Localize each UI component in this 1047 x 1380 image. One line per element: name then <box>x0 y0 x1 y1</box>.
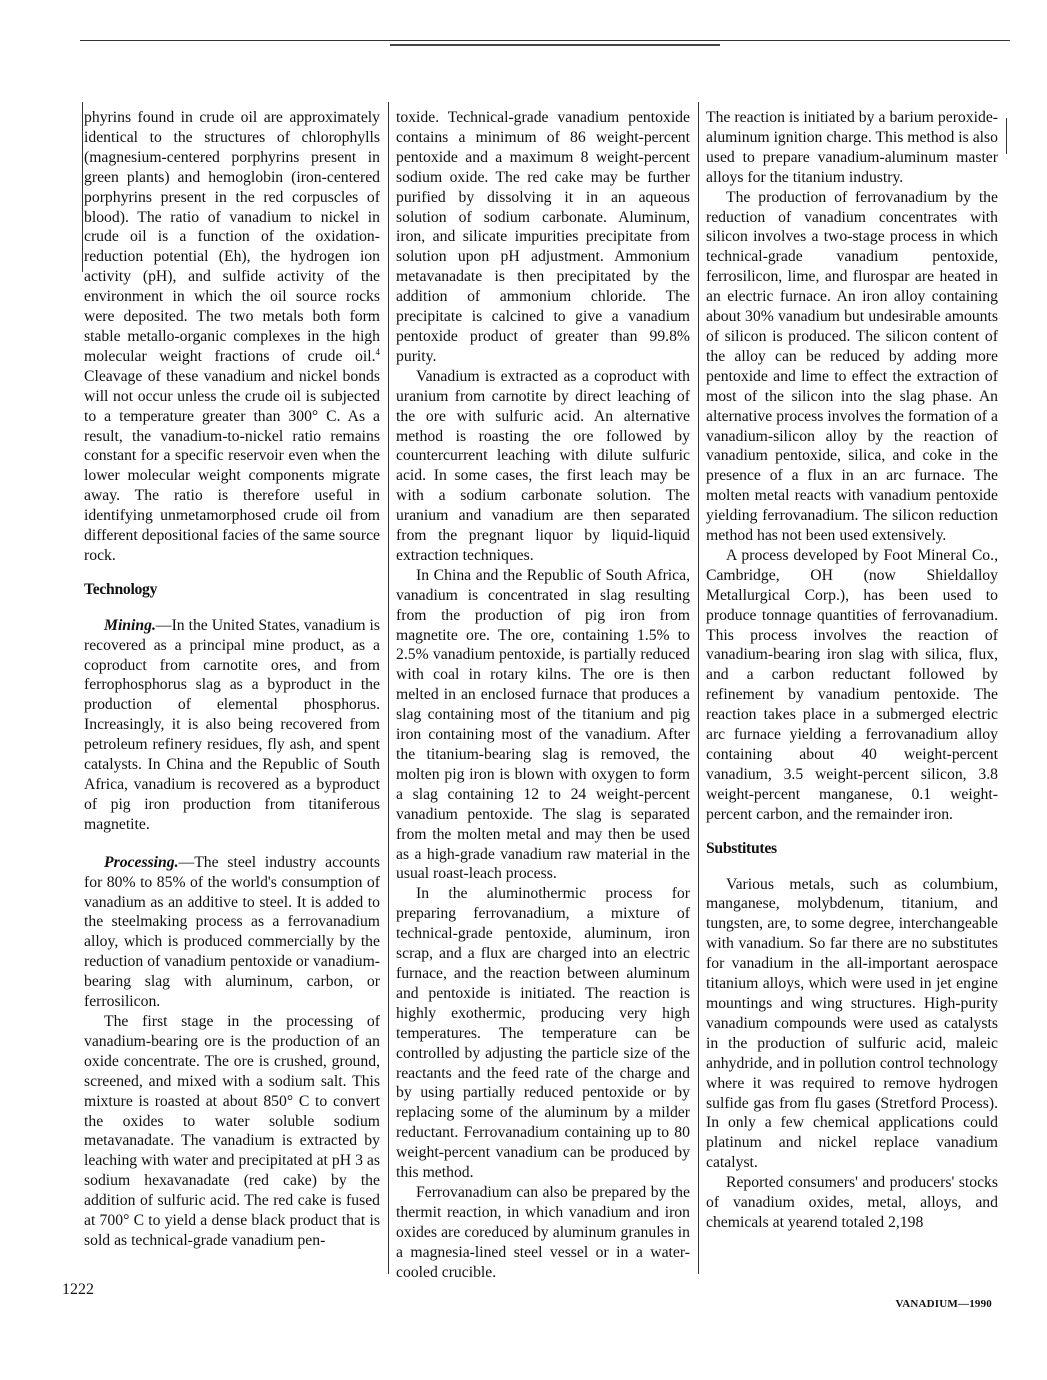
paragraph-stocks: Reported consumers' and producers' stocks of vanadium oxides, metal, alloys, and chemicals at yearend totaled 2,198 <box>706 1174 998 1231</box>
heading-technology: Technology <box>84 580 158 598</box>
column-1 <box>84 108 380 1251</box>
paragraph-china: In China and the Republic of South Africa, vanadium is concentrated in slag resulting from the production of pig iron from magnetite ore. The ore, containing 1.5% to 2.5% vanadium pentoxide, is partially reduced with coal in rotary kilns. The ore is then melted in an enclosed furnace that produces a slag containing most of the titanium and pig iron containing most of the vanadium. After the titanium-bearing slag is removed, the molten pig iron is blown with oxygen to form a slag containing 12 to 24 weight-percent vanadium pentoxide. The slag is separated from the molten metal and may then be used as a high-grade vanadium raw material in the usual roast-leach process. <box>396 566 690 883</box>
subhead-processing: Processing. <box>104 853 179 871</box>
paragraph-aluminothermic: In the aluminothermic process for preparing ferrovanadium, a mixture of technical-grade pentoxide, aluminum, iron scrap, and a flux are charged into an electric furnace, and the reaction between aluminum and pentoxide is initiated. The reaction is highly exothermic, producing very high temperatures. The temperature can be controlled by adjusting the particle size of the reactants and the feed rate of the charge and by using partially reduced pentoxide or by replacing some of the aluminum by a milder reductant. Ferrovanadium containing up to 80 weight-percent vanadium can be produced by this method. <box>396 885 690 1182</box>
running-footer: VANADIUM—1990 <box>895 1298 992 1310</box>
paragraph-foote-process: A process developed by Foot Mineral Co., Cambridge, OH (now Shieldalloy Metallurgical Corp.), has been used to produce tonnage quantities of ferrovanadium. This process involves the reaction of vanadium-bearing iron slag with silica, flux, and a carbon reductant followed by refinement by vanadium pentoxide. The reaction takes place in a submerged electric arc furnace yielding a ferrovanadium alloy containing about 40 weight-percent vanadium, 3.5 weight-percent silicon, 3.8 weight-percent manganese, 0.1 weight-percent carbon, and the remainder iron. <box>706 546 998 823</box>
heading-substitutes: Substitutes <box>706 839 777 857</box>
paragraph-substitute-metals: Various metals, such as columbium, manganese, molybdenum, titanium, and tungsten, are, to some degree, interchangeable with vanadium. So far there are no substitutes for vanadium in the all-important aerospace titanium alloys, which were used in jet engine mountings and wing structures. High-purity vanadium compounds were used as catalysts in the production of sulfuric acid, maleic anhydride, and in pollution control technology where it was required to remove hydrogen sulfide gas from flu gases (Stretford Process). In only a few chemical applications could platinum and nickel replace vanadium catalyst. <box>706 875 998 1172</box>
column-rule-middle-2 <box>698 102 699 1274</box>
page-number: 1222 <box>62 1281 94 1298</box>
column-rule-middle-1 <box>388 102 389 1274</box>
paragraph-mining: Mining.—In the United States, vanadium is recovered as a principal mine product, as a coproduct from carnotite ores, and from ferrophosphorus slag as a byproduct in the production of elemental phosphorus. Increasingly, it is also being recovered from petroleum refinery residues, fly ash, and spent catalysts. In China and the Republic of South Africa, vanadium is recovered as a byproduct of pig iron production from titaniferous magnetite. <box>84 616 380 833</box>
column-2 <box>396 108 690 1282</box>
footnote-ref: 4 <box>375 346 380 357</box>
paragraph-first-stage: The first stage in the processing of vanadium-bearing ore is the production of an oxide concentrate. The ore is crushed, ground, screened, and mixed with a sodium salt. This mixture is roasted at about 850° C to convert the oxides to water soluble sodium metavanadate. The vanadium is extracted by leaching with water and precipitated at pH 3 as sodium hexavanadate (red cake) by the addition of sulfuric acid. The red cake is fused at 700° C to yield a dense black product that is sold as technical-grade vanadium pen- <box>84 1012 380 1249</box>
paragraph-thermit: Ferrovanadium can also be prepared by the thermit reaction, in which vanadium and iron oxides are coreduced by aluminum granules in a magnesia-lined steel vessel or in a water-cooled crucible. <box>396 1183 690 1281</box>
top-rule-accent <box>390 44 720 46</box>
paragraph-pentoxide: toxide. Technical-grade vanadium pentoxide contains a minimum of 86 weight-percent pentoxide and a maximum 8 weight-percent sodium oxide. The red cake may be further purified by dissolving it in an aqueous solution of sodium carbonate. Aluminum, iron, and silicate impurities precipitate from solution upon pH adjustment. Ammonium metavanadate is then precipitated by the addition of ammonium chloride. The precipitate is calcined to give a vanadium pentoxide product of greater than 99.8% purity. <box>396 109 690 365</box>
subhead-mining: Mining. <box>104 616 156 634</box>
paragraph-porphyrins: phyrins found in crude oil are approximately identical to the structures of chlorophylls (magnesium-centered porphyrins present in green plants) and hemoglobin (iron-centered porphyrins present in the red corpuscles of blood). The ratio of vanadium to nickel in crude oil is a function of the oxidation-reduction potential (Eh), the hydrogen ion activity (pH), and sulfide activity of the environment in which the oil source rocks were deposited. The two metals both form stable metallo-organic complexes in the high molecular weight fractions of crude oil.$^4$ Cleavage of these vanadium and nickel bonds will not occur unless the crude oil is subjected to a temperature greater than 300° C. As a result, the vanadium-to-nickel ratio remains constant for a specific reservoir even when the lower molecular weight components migrate away. The ratio is therefore useful in identifying unmetamorphosed crude oil from different depositional facies of the same source rock. <box>84 109 380 564</box>
column-rule-right <box>1006 118 1007 154</box>
paragraph-silicon-reduction: The production of ferrovanadium by the reduction of vanadium concentrates with silicon involves a two-stage process in which technical-grade vanadium pentoxide, ferrosilicon, lime, and flurospar are heated in an electric furnace. An iron alloy containing about 30% vanadium but undesirable amounts of silicon is produced. The silicon content of the alloy can be reduced by adding more pentoxide and lime to effect the extraction of most of the silicon into the slag phase. An alternative process involves the formation of a vanadium-silicon alloy by the reaction of vanadium pentoxide, silica, and coke in the presence of a flux in an arc furnace. The molten metal reacts with vanadium pentoxide yielding ferrovanadium. The silicon reduction method has not been used extensively. <box>706 188 998 545</box>
paragraph-processing: Processing.—The steel industry accounts for 80% to 85% of the world's consumption of vanadium as an additive to steel. It is added to the steelmaking process as a ferrovanadium alloy, which is produced commercially by the reduction of vanadium pentoxide or vanadium-bearing slag with aluminum, carbon, or ferrosilicon. <box>84 853 380 1011</box>
column-rule-left <box>82 102 83 272</box>
column-3 <box>706 108 998 1233</box>
paragraph-ignition: The reaction is initiated by a barium peroxide-aluminum ignition charge. This method is also used to prepare vanadium-aluminum master alloys for the titanium industry. <box>706 109 998 186</box>
top-rule <box>80 40 1010 41</box>
paragraph-coproduct: Vanadium is extracted as a coproduct with uranium from carnotite by direct leaching of the ore with sulfuric acid. An alternative method is roasting the ore followed by countercurrent leaching with dilute sulfuric acid. In some cases, the first leach may be with a sodium carbonate solution. The uranium and vanadium are then separated from the pregnant liquor by liquid-liquid extraction techniques. <box>396 367 690 564</box>
